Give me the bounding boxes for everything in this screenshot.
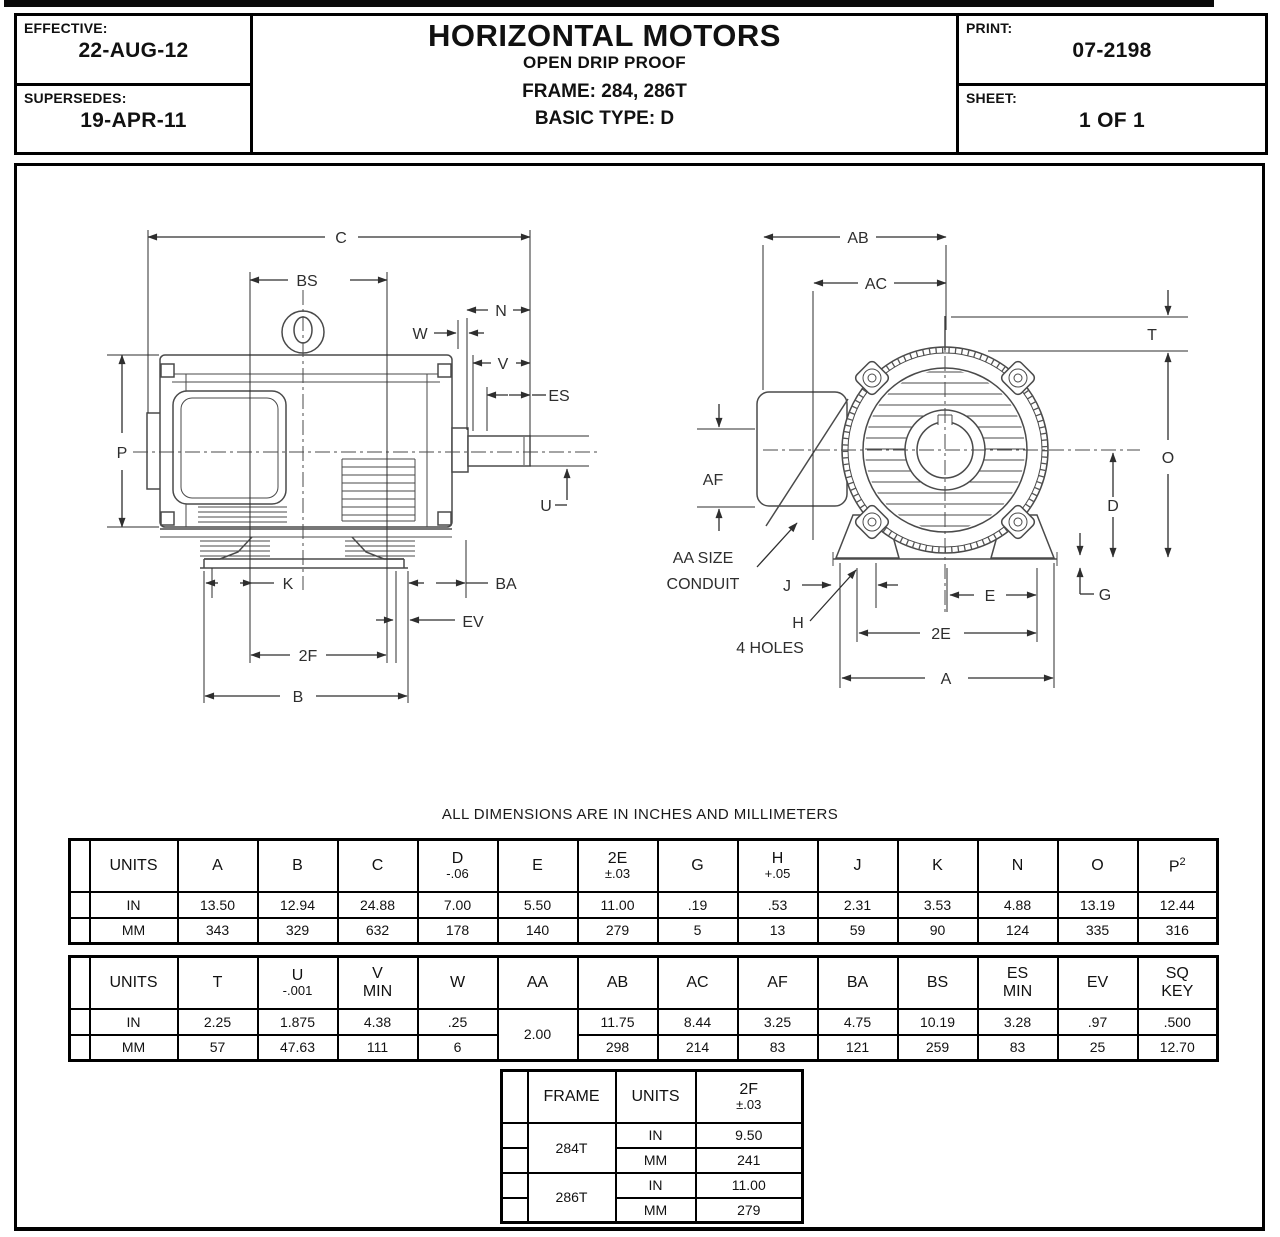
stub-cell: [502, 1148, 528, 1173]
frame-cell: 286T: [528, 1173, 616, 1223]
dim-label-h: H: [792, 615, 804, 632]
col-header: U -.001: [258, 957, 338, 1009]
col-header: BS: [898, 957, 978, 1009]
cell: 4.38: [338, 1009, 418, 1035]
dim-label-p: P: [116, 445, 128, 462]
frame-header: FRAME: [528, 1071, 616, 1123]
cell: 111: [338, 1035, 418, 1061]
cell: 12.44: [1138, 892, 1218, 918]
dim-label-e: E: [984, 588, 996, 605]
basic-type-line: BASIC TYPE: D: [534, 108, 675, 130]
cell: 214: [658, 1035, 738, 1061]
col-header: V MIN: [338, 957, 418, 1009]
stub-cell: [70, 1035, 90, 1061]
frame-line: FRAME: 284, 286T: [522, 81, 687, 103]
cell: 343: [178, 918, 258, 944]
col-header: ES MIN: [978, 957, 1058, 1009]
print-value: 07-2198: [1072, 39, 1152, 62]
col-header: AC: [658, 957, 738, 1009]
col-header: H +.05: [738, 840, 818, 892]
cell: 279: [578, 918, 658, 944]
cell: 5.50: [498, 892, 578, 918]
frame-cell: 284T: [528, 1123, 616, 1173]
cell: 121: [818, 1035, 898, 1061]
cell: 298: [578, 1035, 658, 1061]
dim-label-c: C: [335, 230, 347, 247]
front-view: [697, 245, 1188, 688]
stub-cell: [502, 1198, 528, 1223]
dim-label-t: T: [1147, 327, 1157, 344]
col-header: AF: [738, 957, 818, 1009]
conduit-note-line1: AA SIZE: [672, 550, 734, 567]
cell: .25: [418, 1009, 498, 1035]
dim-label-ev: EV: [462, 614, 484, 631]
cell: 316: [1138, 918, 1218, 944]
col-header: $P^2$: [1138, 840, 1218, 892]
cell: 3.53: [898, 892, 978, 918]
dim-label-n: N: [495, 303, 507, 320]
dim-label-es: ES: [548, 388, 570, 405]
dim-label-u: U: [540, 498, 552, 515]
col-header: AB: [578, 957, 658, 1009]
dimension-table-1: [68, 838, 1219, 945]
stub-cell: [70, 892, 90, 918]
sheet-label: SHEET:: [966, 90, 1017, 106]
cell: 2.25: [178, 1009, 258, 1035]
cell: 3.28: [978, 1009, 1058, 1035]
cell: 8.44: [658, 1009, 738, 1035]
cell: .53: [738, 892, 818, 918]
cell: 632: [338, 918, 418, 944]
col-header: AA: [498, 957, 578, 1009]
col-header: D -.06: [418, 840, 498, 892]
dim-label-b: B: [292, 689, 304, 706]
cell: 124: [978, 918, 1058, 944]
dim-label-af: AF: [702, 472, 724, 489]
cell: 12.70: [1138, 1035, 1218, 1061]
col-header: EV: [1058, 957, 1138, 1009]
col-header: K: [898, 840, 978, 892]
row-label: MM: [90, 1035, 178, 1061]
dim-label-d: D: [1107, 498, 1119, 515]
col-header: N: [978, 840, 1058, 892]
cell: 11.00: [578, 892, 658, 918]
units-header: UNITS: [616, 1071, 696, 1123]
stub-cell: [70, 840, 90, 892]
cell: 12.94: [258, 892, 338, 918]
effective-label: EFFECTIVE:: [24, 20, 108, 36]
col-header: O: [1058, 840, 1138, 892]
dim-label-ba: BA: [495, 576, 517, 593]
col-header: BA: [818, 957, 898, 1009]
cell: 4.88: [978, 892, 1058, 918]
col-header: 2F ±.03: [696, 1071, 803, 1123]
effective-value: 22-AUG-12: [78, 39, 189, 62]
cell: 47.63: [258, 1035, 338, 1061]
cell: 5: [658, 918, 738, 944]
row-label: MM: [90, 918, 178, 944]
cell: 57: [178, 1035, 258, 1061]
stub-cell: [502, 1123, 528, 1148]
dim-label-2e: 2E: [931, 626, 951, 643]
cell: 90: [898, 918, 978, 944]
row-label: MM: [616, 1198, 696, 1223]
dim-label-ab: AB: [847, 230, 869, 247]
cell: 3.25: [738, 1009, 818, 1035]
cell: 178: [418, 918, 498, 944]
dim-label-o: O: [1161, 450, 1175, 467]
cell-merged-aa: 2.00: [498, 1009, 578, 1061]
row-label: IN: [90, 1009, 178, 1035]
cell: 11.00: [696, 1173, 803, 1198]
stub-cell: [70, 957, 90, 1009]
dim-label-ac: AC: [864, 276, 888, 293]
print-label: PRINT:: [966, 20, 1013, 36]
cell: 83: [978, 1035, 1058, 1061]
cell: .97: [1058, 1009, 1138, 1035]
page-subtitle: OPEN DRIP PROOF: [523, 52, 686, 72]
cell: 11.75: [578, 1009, 658, 1035]
cell: 59: [818, 918, 898, 944]
dim-label-j: J: [783, 578, 791, 595]
cell: 259: [898, 1035, 978, 1061]
col-header: T: [178, 957, 258, 1009]
row-label: MM: [616, 1148, 696, 1173]
supersedes-label: SUPERSEDES:: [24, 90, 127, 106]
cell: .19: [658, 892, 738, 918]
cell: 6: [418, 1035, 498, 1061]
cell: 13.19: [1058, 892, 1138, 918]
tables-caption: ALL DIMENSIONS ARE IN INCHES AND MILLIMETERS: [441, 806, 839, 823]
stub-cell: [70, 918, 90, 944]
dim-label-v: V: [497, 356, 509, 373]
dim-label-bs: BS: [296, 273, 318, 290]
col-header: 2E ±.03: [578, 840, 658, 892]
dimension-table-2: [68, 955, 1219, 1062]
cell: 279: [696, 1198, 803, 1223]
stub-cell: [502, 1173, 528, 1198]
stub-cell: [502, 1071, 528, 1123]
dim-label-g: G: [1098, 587, 1112, 604]
cell: 24.88: [338, 892, 418, 918]
dim-label-k: K: [282, 576, 294, 593]
cell: 9.50: [696, 1123, 803, 1148]
row-label: IN: [616, 1123, 696, 1148]
cell: 2.31: [818, 892, 898, 918]
page-title: HORIZONTAL MOTORS: [428, 18, 781, 53]
cell: 241: [696, 1148, 803, 1173]
cell: 1.875: [258, 1009, 338, 1035]
cell: 4.75: [818, 1009, 898, 1035]
cell: 83: [738, 1035, 818, 1061]
dim-label-2f: 2F: [298, 648, 318, 665]
cell: 140: [498, 918, 578, 944]
cell: .500: [1138, 1009, 1218, 1035]
col-header: J: [818, 840, 898, 892]
row-label: IN: [616, 1173, 696, 1198]
side-view: [107, 230, 600, 703]
units-header: UNITS: [90, 840, 178, 892]
cell: 329: [258, 918, 338, 944]
holes-note: 4 HOLES: [736, 640, 804, 657]
cell: 13.50: [178, 892, 258, 918]
col-header: G: [658, 840, 738, 892]
cell: 335: [1058, 918, 1138, 944]
supersedes-value: 19-APR-11: [80, 109, 187, 132]
col-header: B: [258, 840, 338, 892]
dim-label-a: A: [940, 671, 952, 688]
cell: 13: [738, 918, 818, 944]
row-label: IN: [90, 892, 178, 918]
conduit-note-line2: CONDUIT: [666, 576, 740, 593]
cell: 7.00: [418, 892, 498, 918]
col-header: A: [178, 840, 258, 892]
col-header: C: [338, 840, 418, 892]
frame-2f-table: [500, 1069, 804, 1224]
units-header: UNITS: [90, 957, 178, 1009]
sheet-value: 1 OF 1: [1079, 109, 1145, 132]
col-header: SQ KEY: [1138, 957, 1218, 1009]
cell: 25: [1058, 1035, 1138, 1061]
col-header: W: [418, 957, 498, 1009]
stub-cell: [70, 1009, 90, 1035]
cell: 10.19: [898, 1009, 978, 1035]
dim-label-w: W: [412, 326, 428, 343]
col-header: E: [498, 840, 578, 892]
